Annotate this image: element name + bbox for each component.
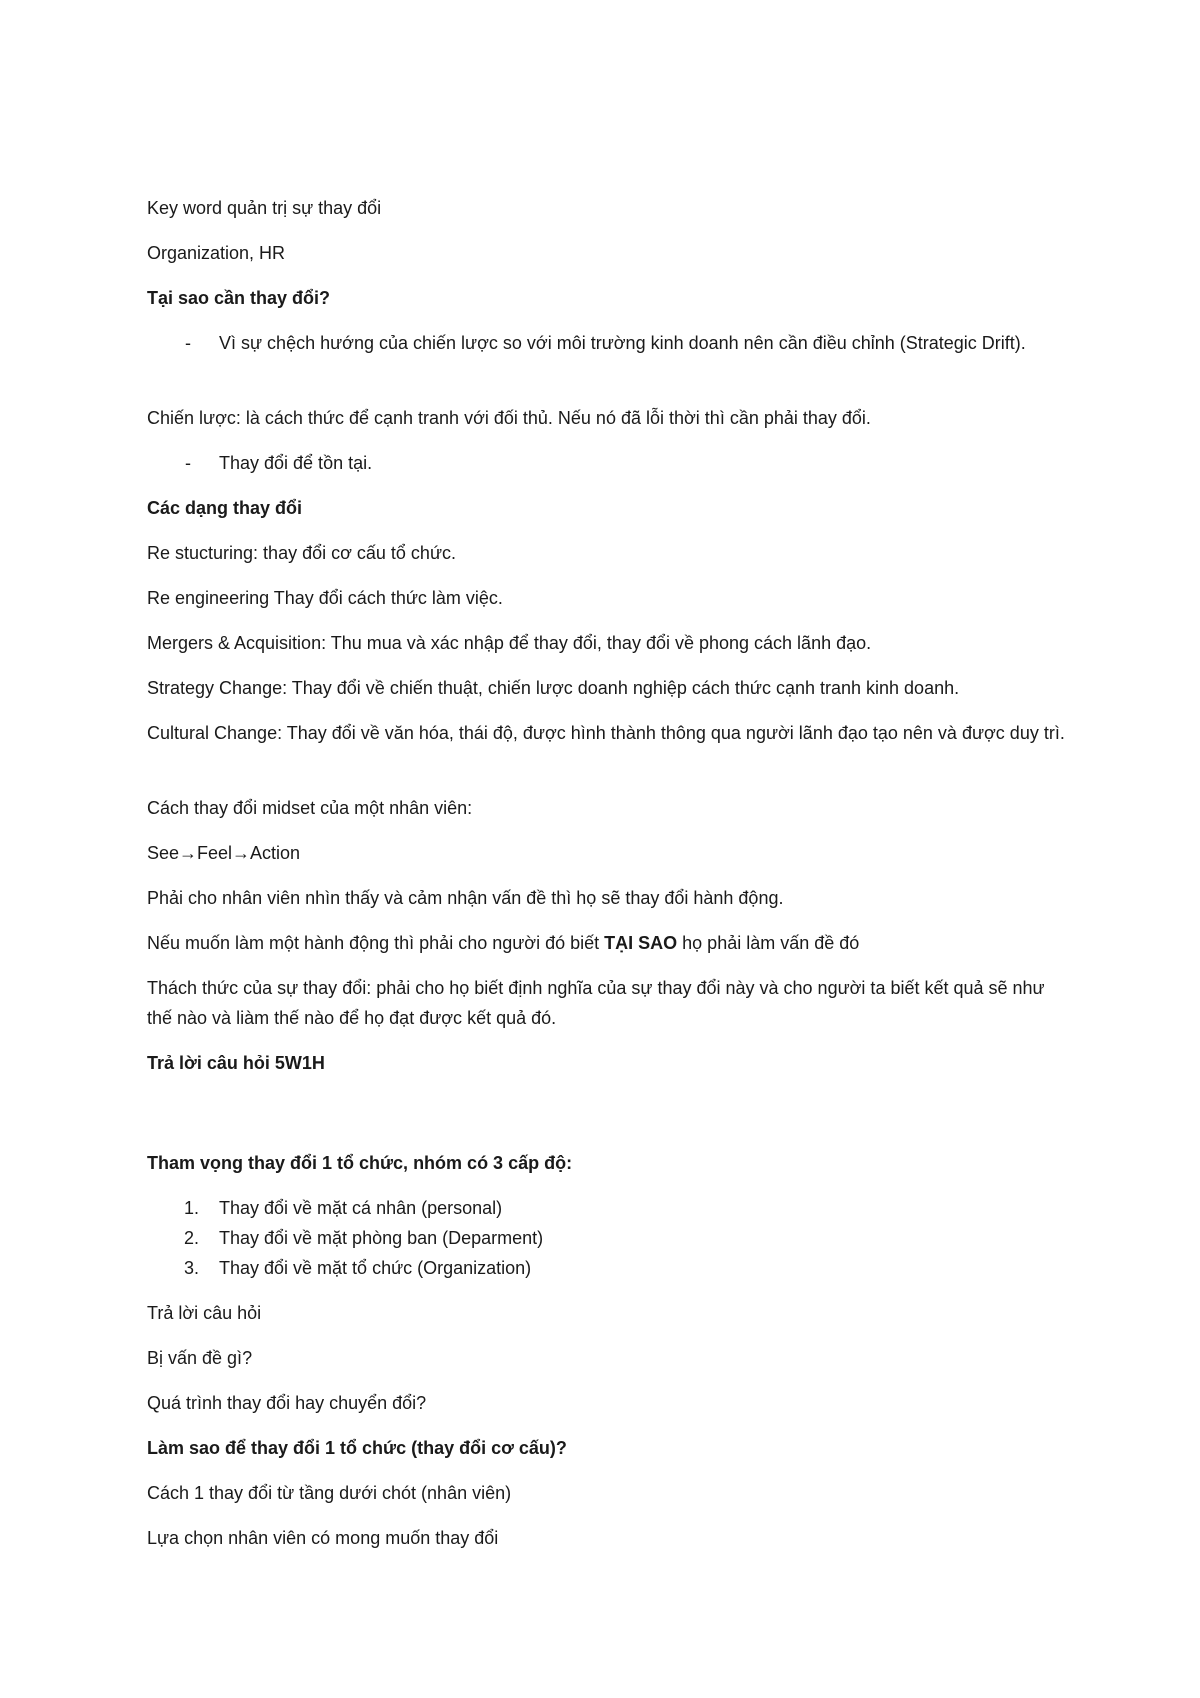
list-item-text: Thay đổi về mặt phòng ban (Deparment) (219, 1228, 544, 1248)
see-feel-action-line: See→Feel→Action (147, 843, 301, 863)
list-item (147, 1253, 1067, 1283)
list-number: 2. (184, 1228, 200, 1248)
strategy-line: Chiến lược: là cách thức để cạnh tranh với đối thủ. Nếu nó đã lỗi thời thì cần phải thay đổi. (147, 408, 871, 428)
list-item-text: Thay đổi về mặt tổ chức (Organization) (219, 1258, 532, 1278)
why-action-bold: TẠI SAO (604, 933, 678, 953)
bullet-marker: - (185, 453, 191, 473)
list-number: 3. (184, 1258, 200, 1278)
show-problem-line: Phải cho nhân viên nhìn thấy và cảm nhận vấn đề thì họ sẽ thay đổi hành động. (147, 888, 784, 908)
organization-line: Organization, HR (147, 243, 286, 263)
heading-why-change: Tại sao cần thay đổi? (147, 288, 331, 308)
challenge-line: Thách thức của sự thay đổi: phải cho họ biết định nghĩa của sự thay đổi này và cho người ta biết kết quả sẽ như thế nào và liàm thế nào để họ đạt được kết quả đó. (147, 978, 1045, 1028)
change-type-strategy: Strategy Change: Thay đổi về chiến thuật, chiến lược doanh nghiệp cách thức cạnh tranh kinh doanh. (147, 678, 960, 698)
list-item (147, 1223, 1067, 1253)
change-type-mergers: Mergers & Acquisition: Thu mua và xác nhập để thay đổi, thay đổi về phong cách lãnh đạo. (147, 633, 872, 653)
list-item-text: Thay đổi để tồn tại. (219, 453, 373, 473)
why-action-prefix: Nếu muốn làm một hành động thì phải cho người đó biết (147, 933, 605, 953)
mindset-line: Cách thay đổi midset của một nhân viên: (147, 798, 473, 818)
select-employees-line: Lựa chọn nhân viên có mong muốn thay đổi (147, 1528, 499, 1548)
list-item-text: Vì sự chệch hướng của chiến lược so với môi trường kinh doanh nên cần điều chỉnh (Strategic Drift). (219, 333, 1026, 353)
list-number: 1. (184, 1198, 200, 1218)
heading-how-change: Làm sao để thay đổi 1 tổ chức (thay đổi cơ cấu)? (147, 1438, 567, 1458)
method-one-line: Cách 1 thay đổi từ tầng dưới chót (nhân viên) (147, 1483, 512, 1503)
document-title-line: Key word quản trị sự thay đổi (147, 198, 382, 218)
heading-ambition: Tham vọng thay đổi 1 tổ chức, nhóm có 3 cấp độ: (147, 1153, 573, 1173)
list-item (147, 1193, 1067, 1223)
bullet-marker: - (185, 333, 191, 353)
list-item-text: Thay đổi về mặt cá nhân (personal) (219, 1198, 503, 1218)
change-type-restructuring: Re stucturing: thay đổi cơ cấu tổ chức. (147, 543, 456, 563)
why-action-suffix: họ phải làm vấn đề đó (677, 933, 860, 953)
change-type-cultural: Cultural Change: Thay đổi về văn hóa, thái độ, được hình thành thông qua người lãnh đạo tạo nên và được duy trì. (147, 723, 1065, 743)
process-line: Quá trình thay đổi hay chuyển đổi? (147, 1393, 427, 1413)
change-type-reengineering: Re engineering Thay đổi cách thức làm việc. (147, 588, 503, 608)
list-item (147, 328, 1067, 358)
list-item (147, 448, 1067, 478)
answer-question-line: Trả lời câu hỏi (147, 1303, 262, 1323)
why-action-line (147, 928, 1067, 958)
heading-change-types: Các dạng thay đổi (147, 498, 303, 518)
heading-5w1h: Trả lời câu hỏi 5W1H (147, 1053, 325, 1073)
problem-line: Bị vấn đề gì? (147, 1348, 253, 1368)
